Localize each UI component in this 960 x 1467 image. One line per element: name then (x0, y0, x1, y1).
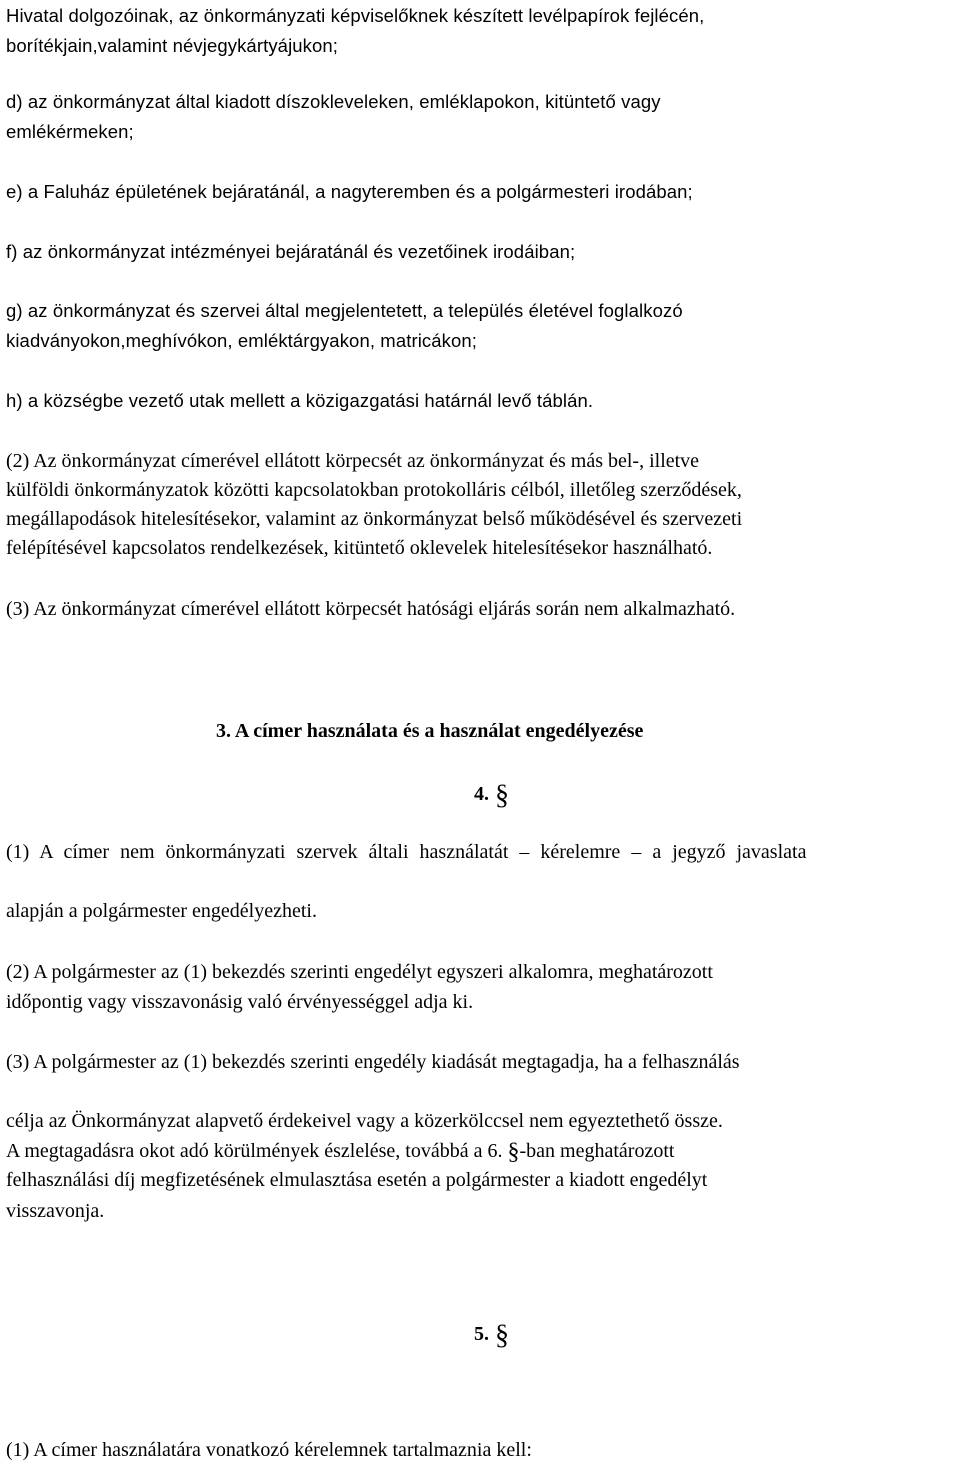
text-line: emlékérmeken; (6, 121, 134, 142)
paragraph-text: visszavonja. (6, 1200, 105, 1222)
paragraph-heading-5 (474, 1320, 509, 1351)
text-line: borítékjain,valamint névjegykártyájukon; (6, 35, 339, 56)
paragraph-text: időpontig vagy visszavonásig való érvényességgel adja ki. (6, 991, 474, 1013)
text-segment: A megtagadásra okot adó körülmények észlelése, továbbá a 6. (6, 1140, 508, 1162)
paragraph-3: (3) Az önkormányzat címerével ellátott körpecsét hatósági eljárás során nem alkalmazható. (6, 598, 736, 620)
paragraph-text: alapján a polgármester engedélyezheti. (6, 900, 317, 922)
paragraph-text: (1) A címer használatára vonatkozó kérelemnek tartalmaznia kell: (6, 1439, 532, 1461)
text-segment: -ban meghatározott (519, 1140, 675, 1162)
paragraph-text: (2) A polgármester az (1) bekezdés szerinti engedélyt egyszeri alkalomra, meghatározott (6, 961, 713, 983)
paragraph-2-line: felépítésével kapcsolatos rendelkezések, kitüntető oklevelek hitelesítésekor használható. (6, 537, 713, 559)
text-line: Hivatal dolgozóinak, az önkormányzati képviselőknek készített levélpapírok fejlécén, (6, 5, 705, 26)
paragraph-text (6, 1138, 674, 1163)
paragraph-text: felhasználási díj megfizetésének elmulasztása esetén a polgármester a kiadott engedélyt (6, 1169, 708, 1191)
paragraph-text: (3) A polgármester az (1) bekezdés szerinti engedély kiadását megtagadja, ha a felhasználás (6, 1051, 740, 1073)
list-item-h: h) a községbe vezető utak mellett a közigazgatási határnál levő táblán. (6, 390, 594, 411)
text-line: kiadványokon,meghívókon, emléktárgyakon, matricákon; (6, 330, 478, 351)
paragraph-heading-4 (474, 780, 509, 811)
paragraph-2-line: külföldi önkormányzatok közötti kapcsolatokban protokolláris célból, illetőleg szerződések, (6, 479, 742, 501)
section-sign-icon: § (507, 1139, 520, 1165)
paragraph-2-line: (2) Az önkormányzat címerével ellátott körpecsét az önkormányzat és más bel-, illetve (6, 450, 700, 472)
section-heading: 3. A címer használata és a használat engedélyezése (216, 720, 644, 742)
paragraph-text: célja az Önkormányzat alapvető érdekeivel vagy a közerkölccsel nem egyeztethető össze. (6, 1110, 723, 1132)
section-sign-icon: § (495, 780, 509, 811)
paragraph-text: (1) A címer nem önkormányzati szervek általi használatát – kérelemre – a jegyző javaslata (6, 841, 807, 863)
paragraph-2-line: megállapodások hitelesítésekor, valamint az önkormányzat belső működésével és szervezeti (6, 508, 743, 530)
paragraph-number: 4. (474, 783, 489, 805)
section-sign-icon: § (495, 1320, 509, 1351)
list-item-e: e) a Faluház épületének bejáratánál, a nagyteremben és a polgármesteri irodában; (6, 181, 693, 202)
list-item-d: d) az önkormányzat által kiadott díszokleveleken, emléklapokon, kitüntető vagy (6, 91, 661, 112)
list-item-f: f) az önkormányzat intézményei bejáratánál és vezetőinek irodáiban; (6, 241, 576, 262)
paragraph-number: 5. (474, 1323, 489, 1345)
list-item-g: g) az önkormányzat és szervei által megjelentetett, a település életével foglalkozó (6, 300, 683, 321)
